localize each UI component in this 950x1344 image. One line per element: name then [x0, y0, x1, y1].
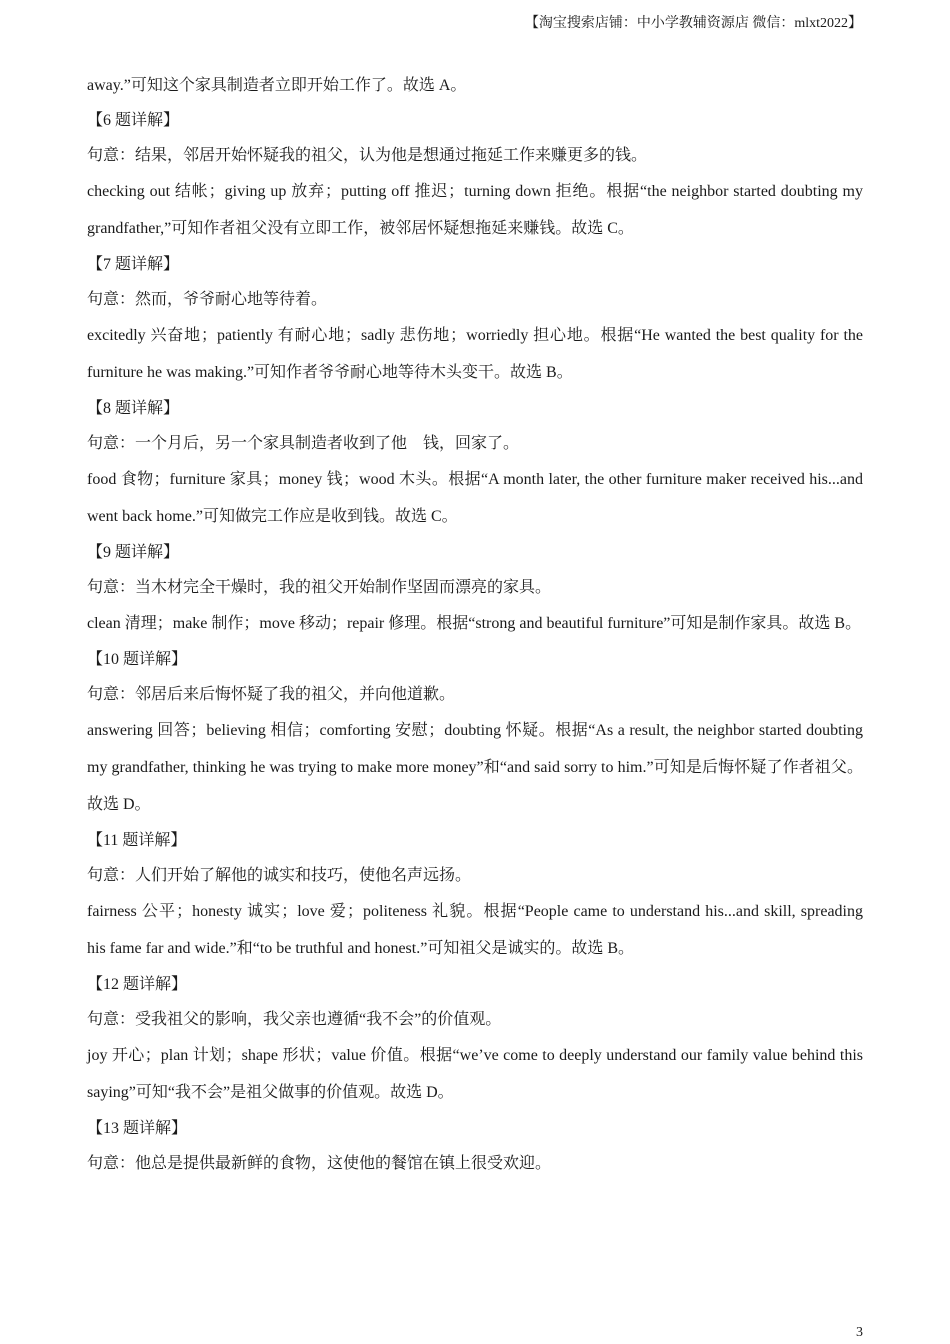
question-11-meaning: 句意：人们开始了解他的诚实和技巧，使他名声远扬。: [87, 867, 472, 884]
question-6-explanation: checking out 结帐；giving up 放弃；putting off 推迟；turning down 拒绝。根据“the neighbor started doubting my grandfather,”可知作者祖父没有立即工作，被邻居怀疑想拖延来赚钱。故选 C。: [87, 183, 863, 237]
question-13-meaning: 句意：他总是提供最新鲜的食物，这使他的餐馆在镇上很受欢迎。: [87, 1155, 552, 1172]
question-10-explanation: answering 回答；believing 相信；comforting 安慰；doubting 怀疑。根据“As a result, the neighbor started doubting my grandfather, thinking he was trying to make more money”和“and said sorry to him.”可知是后悔怀疑了作者祖父。故选 D。: [87, 722, 863, 813]
paragraph-continuation: away.”可知这个家具制造者立即开始工作了。故选 A。: [87, 77, 467, 94]
question-8-meaning: 句意：一个月后，另一个家具制造者收到了他 钱，回家了。: [87, 435, 520, 452]
question-10-heading: 【10 题详解】: [87, 651, 188, 668]
question-7-meaning: 句意：然而，爷爷耐心地等待着。: [87, 291, 328, 308]
shop-watermark-note: 【淘宝搜索店铺：中小学教辅资源店 微信：mlxt2022】: [524, 16, 862, 31]
question-12-meaning: 句意：受我祖父的影响，我父亲也遵循“我不会”的价值观。: [87, 1011, 502, 1028]
question-12-explanation: joy 开心；plan 计划；shape 形状；value 价值。根据“we’ve come to deeply understand our family value behind this saying”可知“我不会”是祖父做事的价值观。故选 D。: [87, 1047, 863, 1101]
question-7-heading: 【7 题详解】: [87, 256, 180, 273]
question-9-heading: 【9 题详解】: [87, 544, 180, 561]
answer-explanations: [87, 68, 863, 1181]
question-8-heading: 【8 题详解】: [87, 400, 180, 417]
question-9-meaning: 句意：当木材完全干燥时，我的祖父开始制作坚固而漂亮的家具。: [87, 579, 552, 596]
question-10-meaning: 句意：邻居后来后悔怀疑了我的祖父，并向他道歉。: [87, 686, 456, 703]
question-8-explanation: food 食物；furniture 家具；money 钱；wood 木头。根据“A month later, the other furniture maker received his...and went back home.”可知做完工作应是收到钱。故选 C。: [87, 471, 863, 525]
question-6-meaning: 句意：结果，邻居开始怀疑我的祖父，认为他是想通过拖延工作来赚更多的钱。: [87, 147, 648, 164]
question-13-heading: 【13 题详解】: [87, 1120, 188, 1137]
question-6-heading: 【6 题详解】: [87, 112, 180, 129]
question-12-heading: 【12 题详解】: [87, 976, 188, 993]
question-7-explanation: excitedly 兴奋地；patiently 有耐心地；sadly 悲伤地；worriedly 担心地。根据“He wanted the best quality for the furniture he was making.”可知作者爷爷耐心地等待木头变干。故选 B。: [87, 327, 863, 381]
question-11-heading: 【11 题详解】: [87, 832, 187, 849]
question-9-explanation: clean 清理；make 制作；move 移动；repair 修理。根据“strong and beautiful furniture”可知是制作家具。故选 B。: [87, 615, 862, 632]
question-11-explanation: fairness 公平；honesty 诚实；love 爱；politeness 礼貌。根据“People came to understand his...and skill, spreading his fame far and wide.”和“to be truthful and honest.”可知祖父是诚实的。故选 B。: [87, 903, 863, 957]
page-number: 3: [856, 1325, 863, 1340]
